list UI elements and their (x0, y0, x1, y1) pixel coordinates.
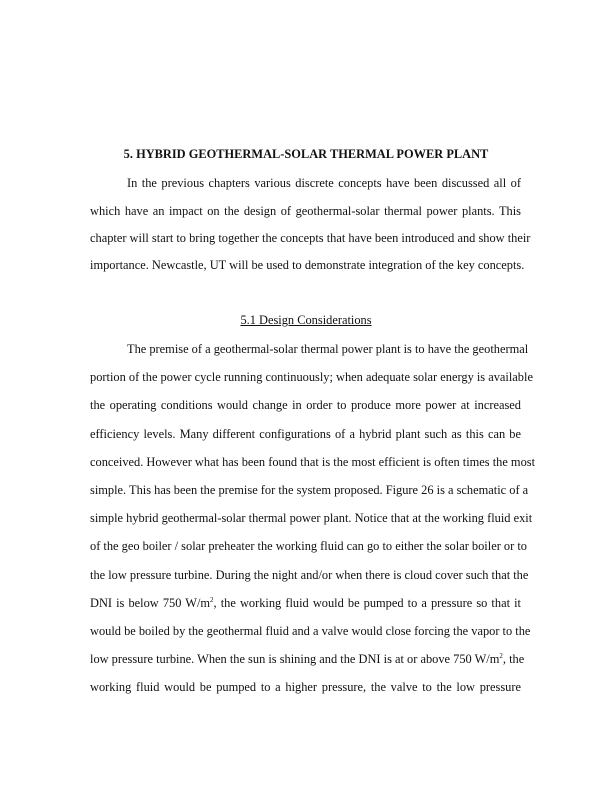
section-heading-text: 5.1 Design Considerations (240, 313, 372, 327)
text-line: which have an impact on the design of geothermal-solar thermal power plants. This (90, 204, 521, 218)
text-line (90, 623, 531, 639)
text-segment: the operating conditions would change in order to produce more power at increased (90, 398, 521, 413)
text-segment: the low pressure turbine. During the night and/or when there is cloud cover such that the (90, 567, 529, 582)
text-segment: efficiency levels. Many different configurations of a hybrid plant such as this can be (90, 426, 521, 441)
text-line (90, 369, 533, 385)
text-line (90, 651, 525, 667)
section-heading (0, 313, 612, 328)
text-segment: The premise of a geothermal-solar thermal power plant is to have the geothermal (127, 342, 529, 356)
text-segment: conceived. However what has been found that is the most efficient is often times the most (90, 454, 536, 469)
text-segment: low pressure turbine. When the sun is shining and the DNI is at or above 750 W/m (90, 652, 500, 667)
text-line (90, 397, 521, 413)
text-line (90, 426, 521, 442)
text-line: In the previous chapters various discrete concepts have been discussed all of (127, 176, 521, 190)
text-line (90, 567, 529, 583)
superscript: 2 (499, 652, 503, 661)
text-segment: , the working fluid would be pumped to a pressure so that it (213, 595, 521, 610)
text-line (90, 454, 536, 470)
superscript: 2 (210, 595, 214, 604)
text-segment: portion of the power cycle running continuously; when adequate solar energy is available (90, 370, 533, 385)
chapter-title: 5. HYBRID GEOTHERMAL-SOLAR THERMAL POWER PLANT (123, 147, 489, 161)
text-line: chapter will start to bring together the concepts that have been introduced and show their (90, 231, 531, 245)
text-segment: DNI is below 750 W/m (90, 595, 211, 610)
text-line (90, 482, 529, 498)
text-line (90, 510, 533, 526)
text-segment: would be boiled by the geothermal fluid and a valve would close forcing the vapor to the (90, 624, 531, 638)
text-segment: working fluid would be pumped to a higher pressure, the valve to the low pressure (90, 680, 521, 695)
text-line (127, 341, 529, 357)
text-line (90, 595, 521, 611)
text-line (90, 538, 527, 554)
text-segment: simple. This has been the premise for the system proposed. Figure 26 is a schematic of a (90, 483, 529, 497)
text-segment: , the (502, 652, 525, 667)
text-line (90, 679, 521, 695)
text-line: importance. Newcastle, UT will be used to demonstrate integration of the key concepts. (90, 258, 525, 272)
text-segment: simple hybrid geothermal-solar thermal power plant. Notice that at the working fluid exit (90, 511, 533, 526)
text-segment: of the geo boiler / solar preheater the working fluid can go to either the solar boiler or to (90, 539, 527, 554)
